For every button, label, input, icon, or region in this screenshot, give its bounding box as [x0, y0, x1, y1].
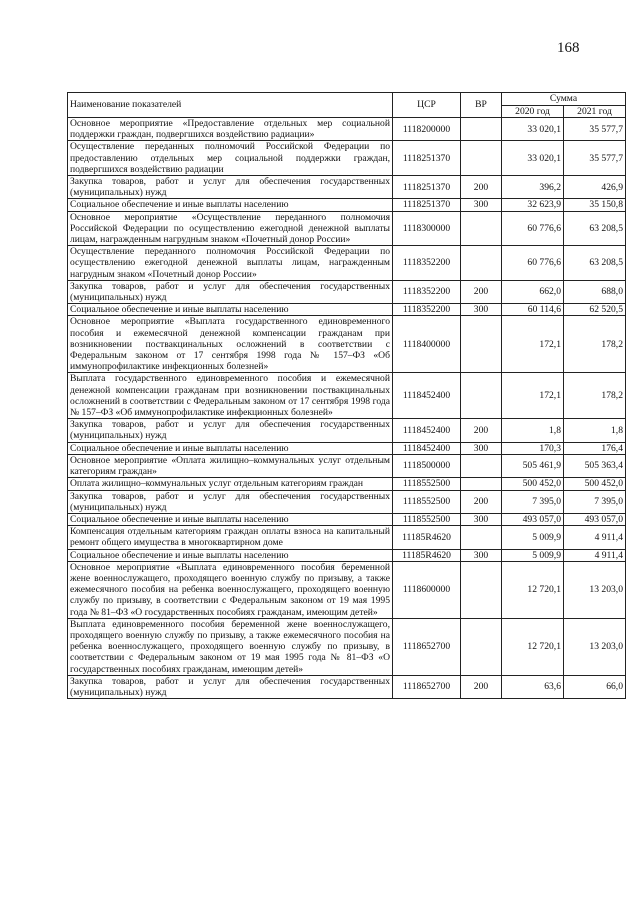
- row-sum-2021: 13 203,0: [564, 618, 626, 675]
- row-csr: 1118652700: [393, 675, 461, 698]
- row-sum-2021: 1,8: [564, 419, 626, 442]
- table-row: [68, 419, 626, 442]
- row-csr: 1118552500: [393, 490, 461, 513]
- row-vr: [461, 118, 502, 141]
- row-sum-2021: 178,2: [564, 373, 626, 419]
- row-sum-2020: 12 720,1: [502, 618, 564, 675]
- row-csr: 11185R4620: [393, 526, 461, 549]
- row-csr: 1118251370: [393, 176, 461, 199]
- row-sum-2020: 505 461,9: [502, 454, 564, 477]
- table-row: [68, 246, 626, 281]
- row-sum-2021: 35 150,8: [564, 199, 626, 211]
- row-name: Социальное обеспечение и иные выплаты населению: [68, 442, 393, 454]
- row-sum-2020: 63,6: [502, 675, 564, 698]
- row-name: Оплата жилищно–коммунальных услуг отдельным категориям граждан: [68, 478, 393, 490]
- row-sum-2020: 5 009,9: [502, 526, 564, 549]
- table-row: [68, 478, 626, 490]
- row-sum-2021: 4 911,4: [564, 549, 626, 561]
- row-sum-2020: 32 623,9: [502, 199, 564, 211]
- table-body: [68, 118, 626, 699]
- row-name: Осуществление переданных полномочий Российской Федерации по предоставлению отдельных мер социальной поддержки граждан, подвергшихся воздействию радиации: [68, 141, 393, 176]
- row-sum-2021: 493 057,0: [564, 513, 626, 525]
- row-sum-2020: 170,3: [502, 442, 564, 454]
- row-csr: 1118200000: [393, 118, 461, 141]
- row-csr: 1118352200: [393, 304, 461, 316]
- page-number: 168: [557, 40, 580, 56]
- row-csr: 1118452400: [393, 442, 461, 454]
- row-name: Основное мероприятие «Осуществление переданного полномочия Российской Федерации по осуществлению ежегодной денежной выплаты лицам, награжденным нагрудным знаком «Почетный донор России»: [68, 211, 393, 246]
- row-name: Закупка товаров, работ и услуг для обеспечения государственных (муниципальных) нужд: [68, 280, 393, 303]
- row-sum-2020: 33 020,1: [502, 118, 564, 141]
- table-row: [68, 316, 626, 373]
- table-row: [68, 280, 626, 303]
- table-row: [68, 211, 626, 246]
- row-sum-2020: 1,8: [502, 419, 564, 442]
- row-name: Основное мероприятие «Оплата жилищно–коммунальных услуг отдельным категориям граждан»: [68, 454, 393, 477]
- row-vr: [461, 141, 502, 176]
- row-csr: 1118500000: [393, 454, 461, 477]
- row-sum-2021: 35 577,7: [564, 141, 626, 176]
- row-csr: 1118300000: [393, 211, 461, 246]
- row-sum-2020: 33 020,1: [502, 141, 564, 176]
- row-vr: 300: [461, 304, 502, 316]
- row-csr: 1118452400: [393, 419, 461, 442]
- row-vr: [461, 478, 502, 490]
- row-name: Социальное обеспечение и иные выплаты населению: [68, 199, 393, 211]
- row-csr: 1118400000: [393, 316, 461, 373]
- row-name: Закупка товаров, работ и услуг для обеспечения государственных (муниципальных) нужд: [68, 176, 393, 199]
- row-name: Основное мероприятие «Выплата единовременного пособия беременной жене военнослужащего, проходящего военную службу по призыву, а также ежемесячного пособия на ребенка военнослужащего, проходящего военную службу по призыву, в соответствии с Федеральным законом от 19 мая 1995 года № 81–ФЗ «О государственных пособиях гражданам, имеющим детей»: [68, 561, 393, 618]
- row-sum-2020: 12 720,1: [502, 561, 564, 618]
- row-sum-2021: 4 911,4: [564, 526, 626, 549]
- budget-table: [67, 92, 626, 699]
- table-row: [68, 675, 626, 698]
- row-sum-2021: 7 395,0: [564, 490, 626, 513]
- header-vr: ВР: [461, 93, 502, 118]
- row-sum-2021: 688,0: [564, 280, 626, 303]
- header-name: Наименование показателей: [68, 93, 393, 118]
- row-vr: [461, 561, 502, 618]
- row-vr: 200: [461, 675, 502, 698]
- row-csr: 1118652700: [393, 618, 461, 675]
- table-row: [68, 373, 626, 419]
- row-name: Компенсация отдельным категориям граждан оплаты взноса на капитальный ремонт общего имущества в многоквартирном доме: [68, 526, 393, 549]
- row-vr: [461, 211, 502, 246]
- row-sum-2021: 66,0: [564, 675, 626, 698]
- header-sum: Сумма: [502, 93, 626, 106]
- table-row: [68, 176, 626, 199]
- row-sum-2021: 178,2: [564, 316, 626, 373]
- table-row: [68, 118, 626, 141]
- table-row: [68, 141, 626, 176]
- table-row: [68, 526, 626, 549]
- row-sum-2021: 35 577,7: [564, 118, 626, 141]
- table-header-row: [68, 93, 626, 106]
- row-csr: 1118251370: [393, 199, 461, 211]
- row-vr: 200: [461, 490, 502, 513]
- row-csr: 1118600000: [393, 561, 461, 618]
- row-sum-2020: 662,0: [502, 280, 564, 303]
- row-vr: 300: [461, 549, 502, 561]
- header-csr: ЦСР: [393, 93, 461, 118]
- row-name: Выплата государственного единовременного пособия и ежемесячной денежной компенсации гражданам при возникновении поствакцинальных осложнений в соответствии с Федеральным законом от 17 сентября 1998 года № 157–ФЗ «Об иммунопрофилактике инфекционных болезней»: [68, 373, 393, 419]
- table-row: [68, 304, 626, 316]
- row-vr: [461, 618, 502, 675]
- row-sum-2020: 172,1: [502, 316, 564, 373]
- table-row: [68, 618, 626, 675]
- row-sum-2020: 500 452,0: [502, 478, 564, 490]
- row-sum-2021: 500 452,0: [564, 478, 626, 490]
- row-vr: 200: [461, 280, 502, 303]
- row-vr: 200: [461, 176, 502, 199]
- row-sum-2020: 5 009,9: [502, 549, 564, 561]
- row-name: Социальное обеспечение и иные выплаты населению: [68, 304, 393, 316]
- row-csr: 1118352200: [393, 246, 461, 281]
- row-sum-2021: 63 208,5: [564, 211, 626, 246]
- row-sum-2021: 63 208,5: [564, 246, 626, 281]
- row-sum-2021: 426,9: [564, 176, 626, 199]
- table-row: [68, 454, 626, 477]
- row-csr: 1118552500: [393, 513, 461, 525]
- row-vr: [461, 316, 502, 373]
- row-vr: [461, 454, 502, 477]
- row-name: Основное мероприятие «Предоставление отдельных мер социальной поддержки граждан, подвергшихся воздействию радиации»: [68, 118, 393, 141]
- row-name: Закупка товаров, работ и услуг для обеспечения государственных (муниципальных) нужд: [68, 490, 393, 513]
- row-name: Социальное обеспечение и иные выплаты населению: [68, 549, 393, 561]
- row-csr: 1118251370: [393, 141, 461, 176]
- row-sum-2020: 172,1: [502, 373, 564, 419]
- row-csr: 11185R4620: [393, 549, 461, 561]
- header-year-2021: 2021 год: [564, 105, 626, 118]
- row-vr: 300: [461, 513, 502, 525]
- row-name: Социальное обеспечение и иные выплаты населению: [68, 513, 393, 525]
- table-row: [68, 513, 626, 525]
- row-csr: 1118352200: [393, 280, 461, 303]
- row-vr: 300: [461, 442, 502, 454]
- row-vr: 200: [461, 419, 502, 442]
- row-sum-2021: 62 520,5: [564, 304, 626, 316]
- row-sum-2021: 176,4: [564, 442, 626, 454]
- table-row: [68, 561, 626, 618]
- row-name: Закупка товаров, работ и услуг для обеспечения государственных (муниципальных) нужд: [68, 419, 393, 442]
- row-vr: [461, 246, 502, 281]
- row-name: Выплата единовременного пособия беременной жене военнослужащего, проходящего военную службу по призыву, а также ежемесячного пособия на ребенка военнослужащего, проходящего военную службу по призыву, в соответствии с Федеральным законом от 19 мая 1995 года № 81–ФЗ «О государственных пособиях гражданам, имеющим детей»: [68, 618, 393, 675]
- row-sum-2020: 60 776,6: [502, 246, 564, 281]
- table-row: [68, 490, 626, 513]
- row-sum-2020: 396,2: [502, 176, 564, 199]
- row-csr: 1118452400: [393, 373, 461, 419]
- row-sum-2020: 60 776,6: [502, 211, 564, 246]
- row-name: Осуществление переданного полномочия Российской Федерации по осуществлению ежегодной денежной выплаты лицам, награжденным нагрудным знаком «Почетный донор России»: [68, 246, 393, 281]
- row-name: Закупка товаров, работ и услуг для обеспечения государственных (муниципальных) нужд: [68, 675, 393, 698]
- row-name: Основное мероприятие «Выплата государственного единовременного пособия и ежемесячной денежной компенсации гражданам при возникновении поствакцинальных осложнений в соответствии с Федеральным законом от 17 сентября 1998 года № 157–ФЗ «Об иммунопрофилактике инфекционных болезней»: [68, 316, 393, 373]
- row-sum-2021: 505 363,4: [564, 454, 626, 477]
- table-row: [68, 442, 626, 454]
- row-vr: 300: [461, 199, 502, 211]
- table-row: [68, 549, 626, 561]
- row-sum-2020: 7 395,0: [502, 490, 564, 513]
- row-vr: [461, 373, 502, 419]
- header-year-2020: 2020 год: [502, 105, 564, 118]
- row-sum-2020: 493 057,0: [502, 513, 564, 525]
- row-csr: 1118552500: [393, 478, 461, 490]
- row-sum-2021: 13 203,0: [564, 561, 626, 618]
- row-vr: [461, 526, 502, 549]
- row-sum-2020: 60 114,6: [502, 304, 564, 316]
- table-row: [68, 199, 626, 211]
